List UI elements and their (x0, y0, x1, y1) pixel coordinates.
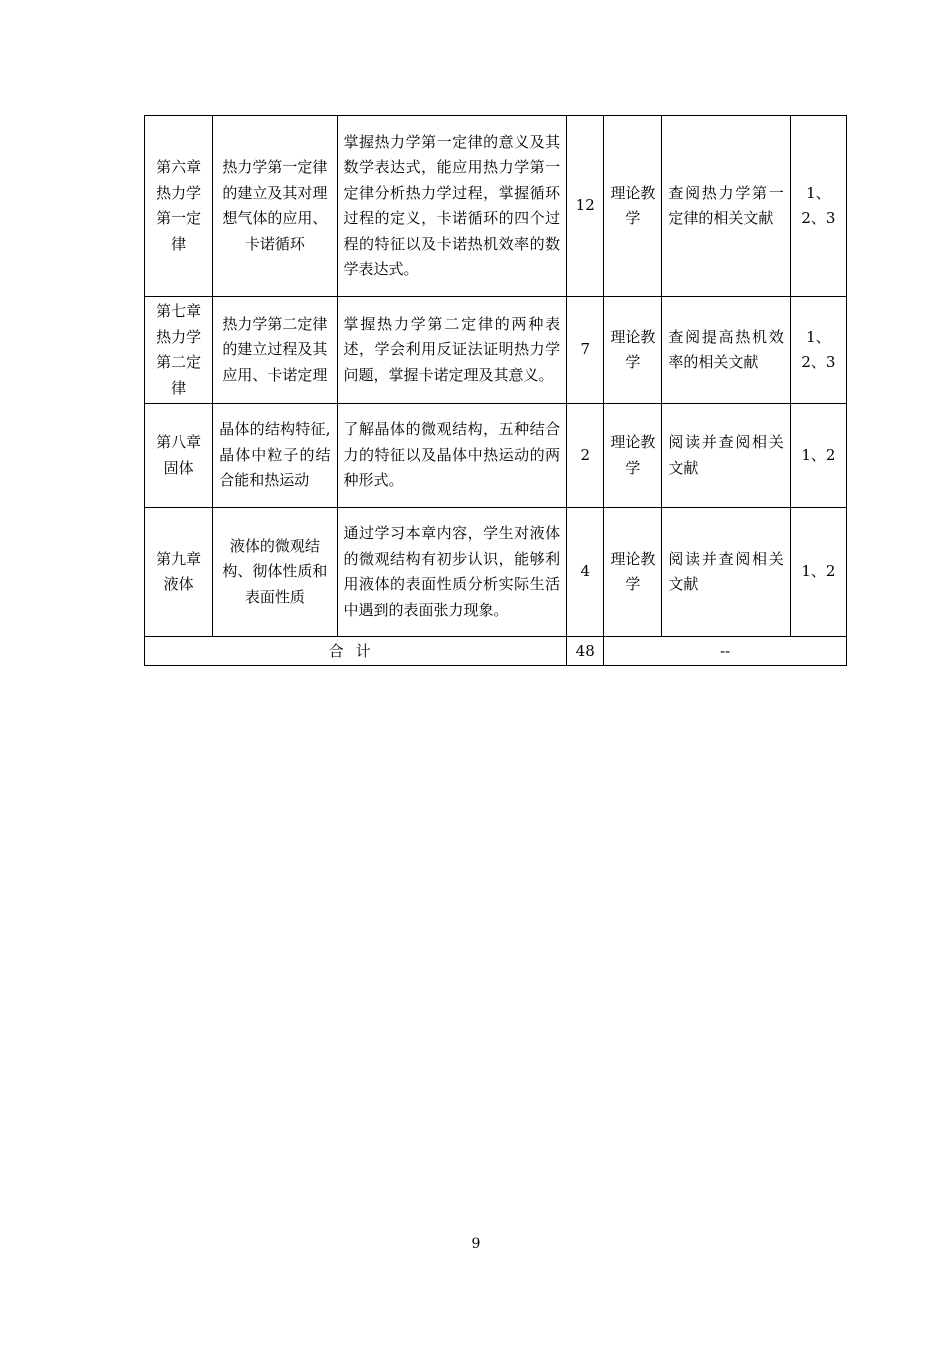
assignment-cell: 阅读并查阅相关文献 (662, 508, 790, 637)
course-schedule-table (144, 115, 847, 666)
total-hours: 48 (567, 637, 604, 666)
method-cell: 理论教学 (604, 297, 662, 404)
requirements-cell: 掌握热力学第二定律的两种表述，学会利用反证法证明热力学问题，掌握卡诺定理及其意义。 (337, 297, 567, 404)
table-row (145, 297, 847, 404)
assignment-cell: 查阅提高热机效率的相关文献 (662, 297, 790, 404)
objectives-cell: 1、2、3 (790, 297, 846, 404)
requirements-cell: 通过学习本章内容，学生对液体的微观结构有初步认识，能够利用液体的表面性质分析实际生活中遇到的表面张力现象。 (337, 508, 567, 637)
requirements-cell: 掌握热力学第一定律的意义及其数学表达式，能应用热力学第一定律分析热力学过程，掌握循环过程的定义，卡诺循环的四个过程的特征以及卡诺热机效率的数学表达式。 (337, 116, 567, 297)
hours-cell: 2 (567, 404, 604, 508)
hours-cell: 7 (567, 297, 604, 404)
total-rest: -- (604, 637, 847, 666)
method-cell: 理论教学 (604, 116, 662, 297)
requirements-cell: 了解晶体的微观结构，五种结合力的特征以及晶体中热运动的两种形式。 (337, 404, 567, 508)
chapter-cell: 第六章热力学第一定律 (145, 116, 213, 297)
hours-cell: 4 (567, 508, 604, 637)
hours-cell: 12 (567, 116, 604, 297)
chapter-cell: 第八章固体 (145, 404, 213, 508)
method-cell: 理论教学 (604, 508, 662, 637)
chapter-cell: 第九章液体 (145, 508, 213, 637)
total-row (145, 637, 847, 666)
objectives-cell: 1、2 (790, 404, 846, 508)
assignment-cell: 阅读并查阅相关文献 (662, 404, 790, 508)
content-cell: 晶体的结构特征,晶体中粒子的结合能和热运动 (213, 404, 337, 508)
content-cell: 热力学第一定律的建立及其对理想气体的应用、卡诺循环 (213, 116, 337, 297)
method-cell: 理论教学 (604, 404, 662, 508)
objectives-cell: 1、2 (790, 508, 846, 637)
table-row (145, 116, 847, 297)
total-label: 合计 (145, 637, 567, 666)
page-number: 9 (471, 1236, 481, 1252)
objectives-cell: 1、2、3 (790, 116, 846, 297)
table-row (145, 404, 847, 508)
assignment-cell: 查阅热力学第一定律的相关文献 (662, 116, 790, 297)
content-cell: 热力学第二定律的建立过程及其应用、卡诺定理 (213, 297, 337, 404)
table-row (145, 508, 847, 637)
chapter-cell: 第七章热力学第二定律 (145, 297, 213, 404)
content-cell: 液体的微观结构、彻体性质和表面性质 (213, 508, 337, 637)
